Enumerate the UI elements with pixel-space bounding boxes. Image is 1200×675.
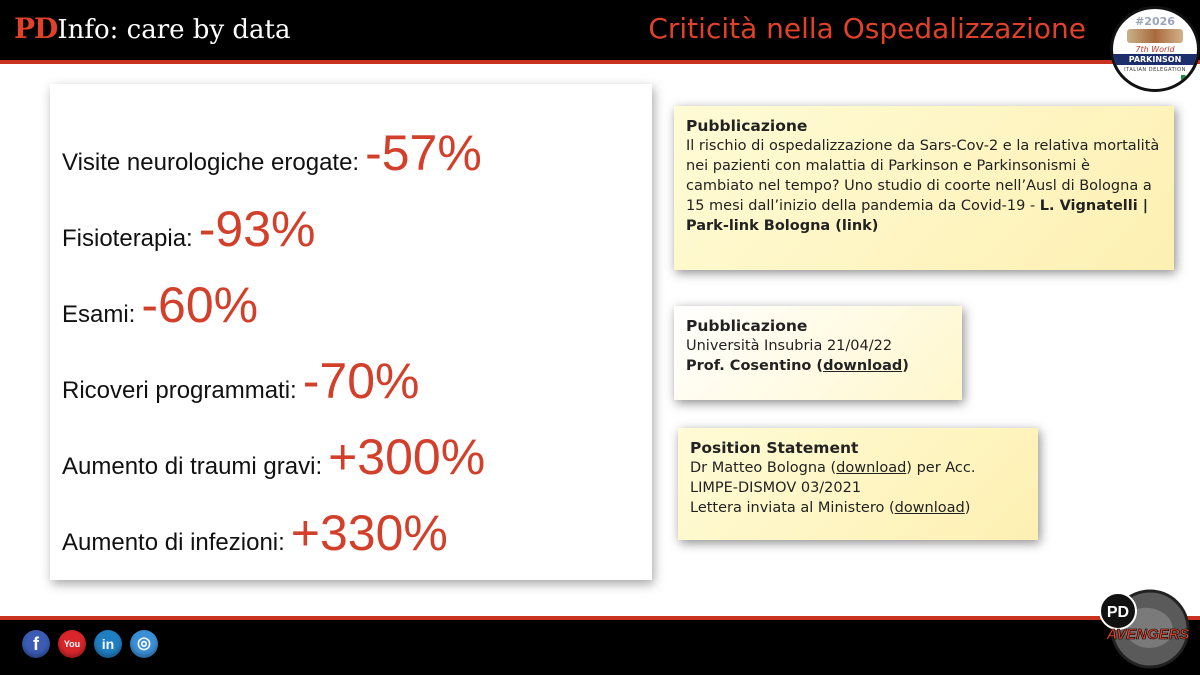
card-title: Pubblicazione — [686, 317, 808, 335]
logo-avengers: AVENGERS — [1106, 626, 1190, 643]
stat-value: +300% — [328, 429, 486, 485]
badge-world: 7th World — [1135, 45, 1175, 54]
youtube-icon[interactable]: You — [58, 630, 86, 658]
badge-delegation: ITALIAN DELEGATION — [1124, 67, 1186, 73]
stat-row — [62, 352, 419, 410]
stat-value: -93% — [198, 201, 316, 257]
slide-title: Criticità nella Ospedalizzazione — [648, 12, 1086, 45]
badge-year: #2026 — [1135, 15, 1175, 28]
download-link[interactable]: download — [836, 460, 907, 476]
vignatelli-link[interactable]: L. Vignatelli | Park-link Bologna (link) — [686, 198, 1149, 234]
stat-row — [62, 504, 448, 562]
line-text: Lettera inviata al Ministero ( — [690, 500, 895, 516]
stat-label: Visite neurologiche erogate: — [62, 149, 360, 176]
position-statement-card — [678, 428, 1038, 540]
author-name: Prof. Cosentino ( — [686, 358, 824, 374]
card-line — [690, 498, 1026, 518]
card-author-line — [686, 356, 950, 376]
line-text: ) — [964, 500, 971, 516]
line-text: Dr Matteo Bologna ( — [690, 460, 837, 476]
footer-bar — [0, 616, 1200, 675]
italian-flag-icon — [1181, 75, 1195, 83]
download-link[interactable]: download — [823, 358, 903, 374]
stats-panel — [50, 84, 652, 580]
card-line: LIMPE-DISMOV 03/2021 — [690, 480, 862, 496]
stat-label: Aumento di traumi gravi: — [62, 453, 323, 480]
stat-label: Ricoveri programmati: — [62, 377, 297, 404]
logo-pd: PD — [1106, 604, 1130, 621]
stat-label: Aumento di infezioni: — [62, 529, 285, 556]
line-text: ) per Acc. — [906, 460, 976, 476]
brand-logo — [14, 12, 291, 46]
brand-pd: PD — [14, 12, 58, 45]
stat-row — [62, 124, 482, 182]
top-bar-accent-line — [0, 60, 1200, 64]
card-line — [690, 458, 1026, 478]
stat-value: +330% — [290, 505, 448, 561]
footer-accent-line — [0, 616, 1200, 620]
paren-close: ) — [902, 358, 909, 374]
card-text: Il rischio di ospedalizzazione da Sars-Cov-2 e la relativa mortalità nei pazienti con malattia di Parkinson e Parkinsonismi è cambiato nel tempo? Uno studio di coorte nell’Ausl di Bologna a 15 mesi dall’inizio della pandemia da Covid-19 - — [686, 138, 1160, 214]
stat-value: -57% — [365, 125, 482, 181]
card-title: Position Statement — [690, 439, 859, 457]
badge-skyline-icon — [1127, 29, 1183, 43]
stat-value: -70% — [302, 353, 420, 409]
badge-name: PARKINSON — [1113, 54, 1197, 65]
stat-row — [62, 276, 258, 334]
card-line: Università Insubria 21/04/22 — [686, 338, 893, 354]
linkedin-icon[interactable]: in — [94, 630, 122, 658]
instagram-icon[interactable]: ◎ — [130, 630, 158, 658]
stat-row — [62, 200, 315, 258]
stat-value: -60% — [141, 277, 259, 333]
card-body — [686, 136, 1162, 236]
world-parkinson-badge — [1110, 6, 1200, 92]
card-title: Pubblicazione — [686, 117, 808, 135]
stat-row — [62, 428, 485, 486]
publication-card-cosentino — [674, 306, 962, 400]
facebook-icon[interactable]: f — [22, 630, 50, 658]
stat-label: Fisioterapia: — [62, 225, 193, 252]
pd-avengers-logo — [1090, 585, 1196, 671]
stat-label: Esami: — [62, 301, 136, 328]
brand-tagline: Info: care by data — [57, 15, 291, 45]
download-link[interactable]: download — [894, 500, 965, 516]
publication-card-vignatelli — [674, 106, 1174, 270]
